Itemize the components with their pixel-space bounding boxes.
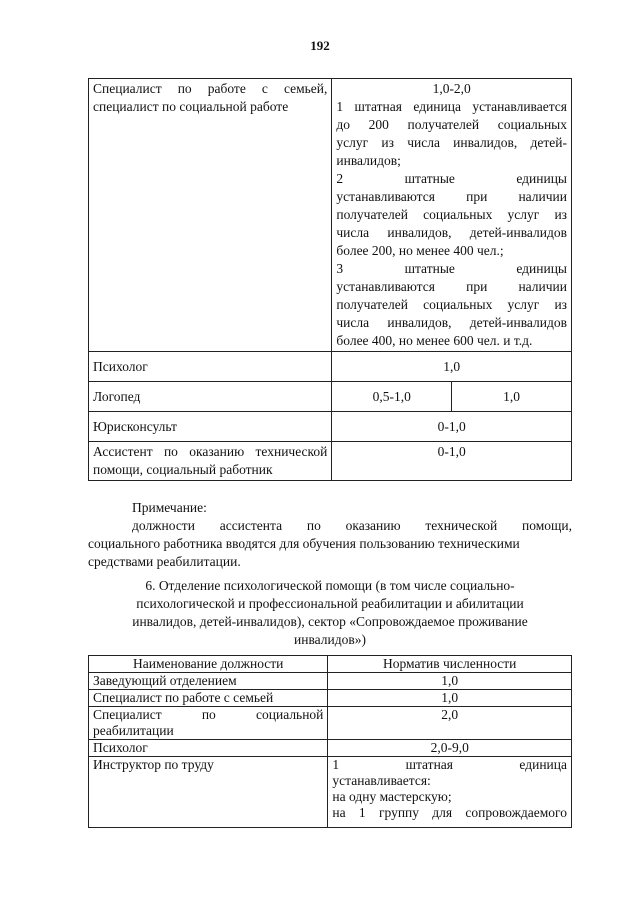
norm-value-a: 0,5-1,0 xyxy=(372,389,411,404)
position-cell: Специалист по работе с семьей xyxy=(89,690,328,707)
header-position: Наименование должности xyxy=(89,656,328,673)
position-cell: Психолог xyxy=(89,740,328,757)
norm-line: получателей социальных услуг из xyxy=(336,207,567,222)
position-cell: Специалист по работе с семьей, специалист по социальной работе xyxy=(89,79,332,352)
position-cell: Юрисконсульт xyxy=(89,412,332,442)
norm-line: устанавливаются при наличии xyxy=(336,279,567,294)
norm-line: 2 штатные единицы xyxy=(336,171,567,186)
norm-line: 1 штатная единица xyxy=(332,757,567,772)
table-row xyxy=(89,673,572,690)
norm-value-b: 1,0 xyxy=(451,382,571,411)
norm-cell xyxy=(332,79,572,352)
table-row xyxy=(89,352,572,382)
norm-line: инвалидов; xyxy=(336,153,401,168)
staffing-table-1 xyxy=(88,78,572,481)
table-row xyxy=(89,382,572,412)
table-row xyxy=(89,707,572,740)
norm-line: устанавливаются при наличии xyxy=(336,189,567,204)
section-title-line: инвалидов») xyxy=(294,632,366,647)
norm-line: получателей социальных услуг из xyxy=(336,297,567,312)
norm-split xyxy=(332,382,571,411)
note-first-line: должности ассистента по оказанию технической помощи, xyxy=(132,518,572,533)
norm-line: 3 штатные единицы xyxy=(336,261,567,276)
section-title xyxy=(88,577,572,649)
note-rest: социального работника вводятся для обучения пользованию техническими средствами реабилитации. xyxy=(88,536,520,569)
norm-line: числа инвалидов, детей-инвалидов xyxy=(336,315,567,330)
position-cell: Психолог xyxy=(89,352,332,382)
table-row xyxy=(89,757,572,828)
norm-cell: 2,0-9,0 xyxy=(328,740,572,757)
staffing-table-2 xyxy=(88,655,572,828)
norm-cell: 1,0 xyxy=(328,673,572,690)
norm-line: до 200 получателей социальных xyxy=(336,117,567,132)
norm-line: более 400, но менее 600 чел. и т.д. xyxy=(336,333,533,348)
position-cell: Ассистент по оказанию технической помощи, социальный работник xyxy=(89,442,332,481)
norm-line: 1,0-2,0 xyxy=(432,81,471,96)
norm-cell: 0-1,0 xyxy=(332,412,572,442)
norm-cell: 1,0 xyxy=(328,690,572,707)
norm-line: на одну мастерскую; xyxy=(332,789,452,804)
norm-cell: 2,0 xyxy=(328,707,572,740)
norm-line: устанавливается: xyxy=(332,773,431,788)
position-cell: Заведующий отделением xyxy=(89,673,328,690)
norm-line: на 1 группу для сопровождаемого xyxy=(332,805,567,820)
table-row xyxy=(89,412,572,442)
position-cell: Логопед xyxy=(89,382,332,412)
norm-cell: 1,0 xyxy=(332,352,572,382)
table-row xyxy=(89,740,572,757)
section-title-line: инвалидов, детей-инвалидов), сектор «Сопровождаемое проживание xyxy=(132,614,528,629)
note-title: Примечание: xyxy=(132,500,207,515)
table-row xyxy=(89,442,572,481)
norm-cell xyxy=(332,382,572,412)
position-line: реабилитации xyxy=(93,723,174,738)
table-header-row xyxy=(89,656,572,673)
position-cell xyxy=(89,707,328,740)
position-line: Специалист по социальной xyxy=(93,707,324,722)
section-title-line: 6. Отделение психологической помощи (в том числе социально- xyxy=(145,578,515,593)
header-norm: Норматив численности xyxy=(328,656,572,673)
norm-cell: 0-1,0 xyxy=(332,442,572,481)
norm-line: услуг из числа инвалидов, детей- xyxy=(336,135,567,150)
norm-line: более 200, но менее 400 чел.; xyxy=(336,243,504,258)
norm-line: 1 штатная единица устанавливается xyxy=(336,99,567,114)
note-body xyxy=(88,517,572,571)
table-row xyxy=(89,79,572,352)
position-cell: Инструктор по труду xyxy=(89,757,328,828)
norm-cell xyxy=(328,757,572,828)
section-title-line: психологической и профессиональной реабилитации и абилитации xyxy=(136,596,524,611)
table-row xyxy=(89,690,572,707)
norm-line: числа инвалидов, детей-инвалидов xyxy=(336,225,567,240)
page-number: 192 xyxy=(310,38,330,53)
